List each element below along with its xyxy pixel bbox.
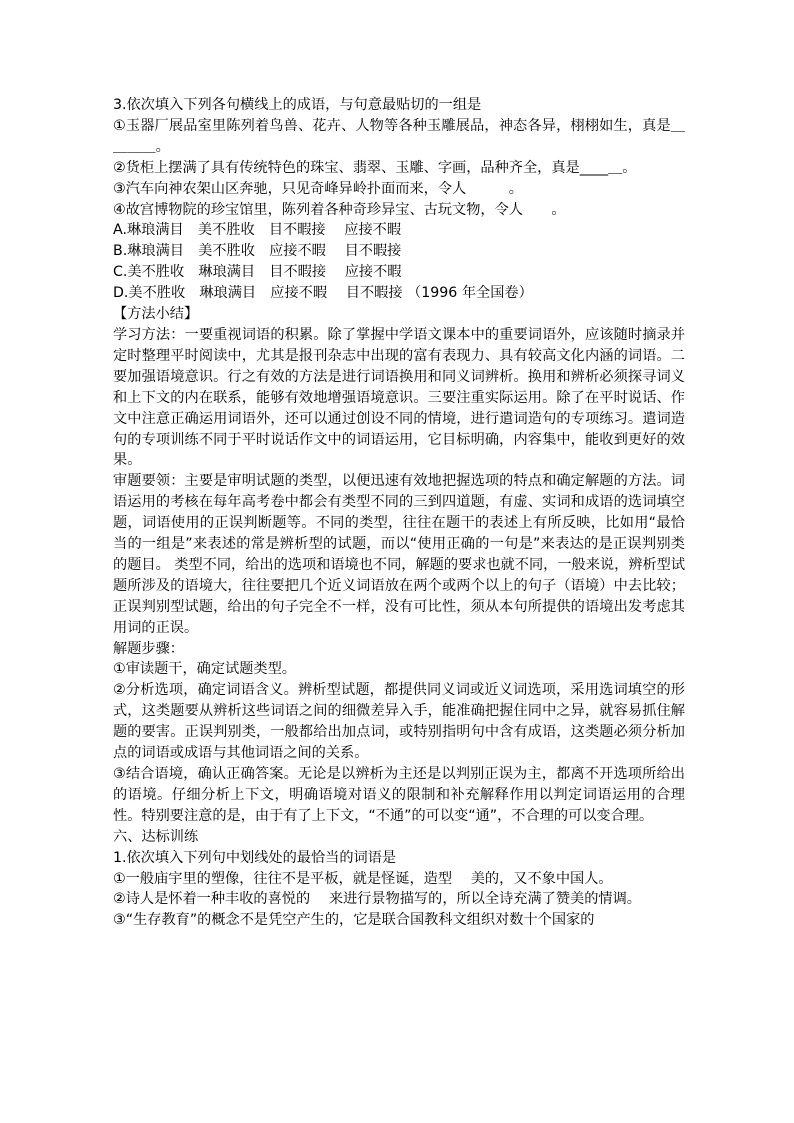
practice-question-1-sentence-1: ①一般庙宇里的塑像，往往不是平板，就是怪诞，造型 美的，又不象中国人。 bbox=[113, 870, 613, 887]
solving-step-2: ②分析选项，确定词语含义。辨析型试题，都提供同义词或近义词选项，采用选词填空的形式，这类题要从辨析这些词语之间的细微差异入手，能准确把握住同中之异，就容易抓住解题的要害。正误判别类，一般都给出加点词，或特别指明句中含有成语，这类题必须分析加点的词语或成语与其他词语之间的关系。 bbox=[113, 682, 685, 762]
study-method-paragraph: 学习方法：一要重视词语的积累。除了掌握中学语文课本中的重要词语外，应该随时摘录并定时整理平时阅读中，尤其是报刊杂志中出现的富有表现力、具有较高文化内涵的词语。二要加强语境意识。行之有效的方法是进行词语换用和同义词辨析。换用和辨析必须探寻词义和上下文的内在联系，能够有效地增强语境意识。三要注重实际运用。除了在平时说话、作文中注意正确运用词语外，还可以通过创设不同的情境，进行遣词造句的专项练习。遣词造句的专项训练不同于平时说话作文中的词语运用，它目标明确，内容集中，能收到更好的效果。 bbox=[113, 326, 685, 469]
question-3-option-d: D.美不胜收 琳琅满目 应接不暇 目不暇接 （1996 年全国卷） bbox=[113, 285, 533, 302]
solving-step-1: ①审读题干，确定试题类型。 bbox=[113, 661, 296, 678]
solving-step-3: ③结合语境，确认正确答案。无论是以辨析为主还是以判别正误为主，都离不开选项所给出的语境。仔细分析上下文，明确语境对语义的限制和补充解释作用以判定词语运用的合理性。特别要注意的是，由于有了上下文，“不通”的可以变“通”，不合理的可以变合理。 bbox=[113, 766, 685, 824]
document-page bbox=[113, 95, 685, 931]
question-3-option-c: C.美不胜收 琳琅满目 目不暇接 应接不暇 bbox=[113, 264, 402, 281]
question-3-sentence-2: ②货柜上摆满了具有传统特色的珠宝、翡翠、玉雕、字画，品种齐全，真是____＿。 bbox=[113, 159, 637, 176]
question-3-sentence-3: ③汽车向神农架山区奔驰，只见奇峰异岭扑面而来，令人 。 bbox=[113, 180, 523, 197]
question-3-sentence-4: ④故宫博物院的珍宝馆里，陈列着各种奇珍异宝、古玩文物，令人 。 bbox=[113, 201, 566, 218]
question-3-sentence-1: ①玉器厂展品室里陈列着鸟兽、花卉、人物等各种玉雕展品，神态各异，栩栩如生，真是＿＿＿＿。 bbox=[113, 117, 685, 155]
practice-question-1-title: 1.依次填入下列句中划线处的最恰当的词语是 bbox=[113, 849, 397, 866]
question-3-title: 3.依次填入下列各句横线上的成语，与句意最贴切的一组是 bbox=[113, 97, 482, 113]
practice-heading: 六、达标训练 bbox=[113, 828, 199, 845]
method-summary-heading: 【方法小结】 bbox=[113, 306, 199, 323]
practice-question-1-sentence-2: ②诗人是怀着一种丰收的喜悦的 来进行景物描写的，所以全诗充满了赞美的情调。 bbox=[113, 891, 641, 908]
practice-question-1-sentence-3: ③“生存教育”的概念不是凭空产生的，它是联合国教科文组织对数十个国家的 bbox=[113, 912, 595, 929]
question-3-option-a: A.琳琅满目 美不胜收 目不暇接 应接不暇 bbox=[113, 222, 402, 239]
question-3-option-b: B.琳琅满目 美不胜收 应接不暇 目不暇接 bbox=[113, 243, 402, 260]
review-essentials-paragraph: 审题要领：主要是审明试题的类型，以便迅速有效地把握选项的特点和确定解题的方法。词语运用的考核在每年高考卷中都会有类型不同的三到四道题，有虚、实词和成语的选词填空题，词语使用的正误判断题等。不同的类型，往往在题干的表述上有所反映，比如用“最恰当的一组是”来表述的常是辨析型的试题，而以“使用正确的一句是”来表达的是正误判别类的题目。 类型不同，给出的选项和语境也不同，解题的要求也就不同，一般来说，辨析型试题所涉及的语境大，往往要把几个近义词语放在两个或两个以上的句子（语境）中去比较；正误判别型试题，给出的句子完全不一样，没有可比性，须从本句所提供的语境出发考虑其用词的正误。 bbox=[113, 473, 686, 636]
solving-steps-heading: 解题步骤： bbox=[113, 640, 184, 657]
